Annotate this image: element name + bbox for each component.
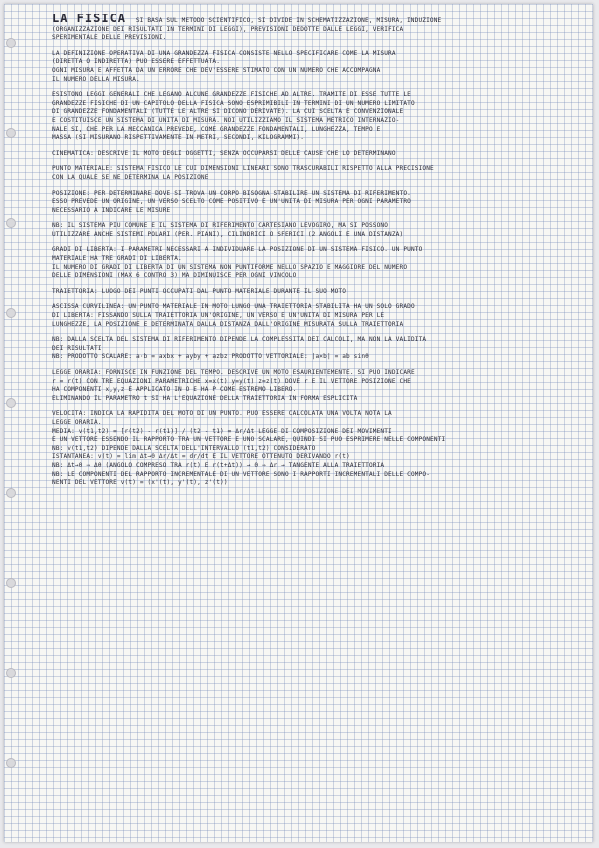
- note-line: NECESSARIO A INDICARE LE MISURE: [52, 206, 171, 214]
- binder-hole: [6, 488, 16, 498]
- note-line: OGNI MISURA E AFFETTA DA UN ERRORE CHE DEV'ESSERE STIMATO CON UN NUMERO CHE ACCOMPAGNA: [52, 66, 381, 74]
- note-line: NB: PRODOTTO SCALARE: a·b = axbx + ayby + azbz PRODOTTO VETTORIALE: |a×b| = ab sinθ: [52, 353, 369, 361]
- note-line: LUNGHEZZE, LA POSIZIONE E DETERMINATA DALLA DISTANZA DALL'ORIGINE MISURATA SULLA TRAIETTORIA: [52, 320, 404, 328]
- binder-hole: [6, 308, 16, 318]
- note-block: [52, 222, 586, 239]
- note-line: GRANDEZZE FISICHE DI UN CAPITOLO DELLA FISICA SONO ESPRIMIBILI IN TERMINI DI UN NUMERO LIMITATO: [52, 99, 415, 107]
- binder-hole: [6, 38, 16, 48]
- note-line: GRADI DI LIBERTA: I PARAMETRI NECESSARI A INDIVIDUARE LA POSIZIONE DI UN SISTEMA FISICO. UN PUNTO: [52, 246, 423, 254]
- note-block: [52, 91, 586, 143]
- binder-hole: [6, 128, 16, 138]
- note-line: E UN VETTORE ESSENDO IL RAPPORTO TRA UN VETTORE E UNO SCALARE, QUINDI SI PUO ESPRIMERE NELLE COMPONENTI: [52, 436, 446, 444]
- note-line: DI LIBERTA: FISSANDO SULLA TRAIETTORIA UN'ORIGINE, UN VERSO E UN'UNITA DI MISURA PER LE: [52, 312, 385, 320]
- note-line: NB: v(t1,t2) DIPENDE DALLA SCELTA DELL'INTERVALLO (t1,t2) CONSIDERATO: [52, 444, 316, 452]
- note-line: PUNTO MATERIALE: SISTEMA FISICO LE CUI DIMENSIONI LINEARI SONO TRASCURABILI RISPETTO ALLA PRECISIONE: [52, 165, 434, 173]
- note-block: [52, 150, 586, 159]
- note-line: NB: Δt→0 ⇒ Δθ (ANGOLO COMPRESO TRA r(t) E r(t+Δt)) → 0 ⇒ Δr → TANGENTE ALLA TRAIETTORIA: [52, 461, 385, 469]
- note-line: IL NUMERO DELLA MISURA.: [52, 75, 140, 83]
- note-line: (ORGANIZZAZIONE DEI RISULTATI IN TERMINI DI LEGGI), PREVISIONI DEDOTTE DALLE LEGGI, VERIFICA: [52, 25, 404, 33]
- note-line: DI GRANDEZZE FONDAMENTALI (TUTTE LE ALTRE SI DICONO DERIVATE). LA CUI SCELTA E CONVENZIONALE: [52, 108, 404, 116]
- note-line: NENTI DEL VETTORE v(t) = (x'(t), y'(t), z'(t)): [52, 479, 228, 487]
- handwritten-notes: [52, 14, 586, 495]
- note-block: [52, 246, 586, 280]
- note-line: UTILIZZARE ANCHE SISTEMI POLARI (PER. PIANI), CILINDRICI O SFERICI (2 ANGOLI E UNA DISTANZA): [52, 230, 404, 238]
- binder-hole: [6, 398, 16, 408]
- note-line: ELIMINANDO IL PARAMETRO t SI HA L'EQUAZIONE DELLA TRAIETTORIA IN FORMA ESPLICITA: [52, 394, 358, 402]
- note-line: IL NUMERO DI GRADI DI LIBERTA DI UN SISTEMA NON PUNTIFORME NELLO SPAZIO E MAGGIORE DEL NUMERO: [52, 263, 408, 271]
- note-line: MASSA (SI MISURANO RISPETTIVAMENTE IN METRI, SECONDI, KILOGRAMMI).: [52, 134, 305, 142]
- note-line: NB: LE COMPONENTI DEL RAPPORTO INCREMENTALE DI UN VETTORE SONO I RAPPORTI INCREMENTALI DELLE COMPO-: [52, 470, 431, 478]
- note-line: ESSO PREVEDE UN ORIGINE, UN VERSO SCELTO COME POSITIVO E UN'UNITA DI MISURA PER OGNI PARAMETRO: [52, 198, 411, 206]
- note-line: NALE SI, CHE PER LA MECCANICA PREVEDE, COME GRANDEZZE FONDAMENTALI, LUNGHEZZA, TEMPO E: [52, 125, 381, 133]
- note-line: LEGGE ORARIA: FORNISCE IN FUNZIONE DEL TEMPO. DESCRIVE UN MOTO ESAURIENTEMENTE. SI PUO INDICARE: [52, 369, 415, 376]
- note-block: [52, 288, 586, 297]
- note-line: LA DEFINIZIONE OPERATIVA DI UNA GRANDEZZA FISICA CONSISTE NELLO SPECIFICARE COME LA MISURA: [52, 49, 396, 57]
- note-block: [52, 165, 586, 182]
- notebook-page: [4, 4, 593, 842]
- note-line: MATERIALE HA TRE GRADI DI LIBERTA.: [52, 255, 182, 263]
- note-block: [52, 26, 586, 43]
- note-line: SI BASA SUL METODO SCIENTIFICO, SI DIVIDE IN SCHEMATIZZAZIONE, MISURA, INDUZIONE: [135, 17, 442, 24]
- note-line: (DIRETTA O INDIRETTA) PUO ESSERE EFFETTUATA.: [52, 58, 221, 66]
- note-line: r = r(t) CON TRE EQUAZIONI PARAMETRICHE x=x(t) y=y(t) z=z(t) DOVE r E IL VETTORE POSIZIONE CHE: [52, 377, 411, 385]
- binder-hole: [6, 758, 16, 768]
- binder-hole: [6, 668, 16, 678]
- note-line: ISTANTANEA: v(t) = lim Δt→0 Δr/Δt = dr/dt E IL VETTORE OTTENUTO DERIVANDO r(t): [52, 453, 350, 461]
- note-block: [52, 410, 586, 487]
- note-line: MEDIA: v(t1,t2) = [r(t2) - r(t1)] / (t2 - t1) = Δr/Δt LEGGE DI COMPOSIZIONE DEI MOVIMENTI: [52, 427, 392, 435]
- note-line: CON LA QUALE SE NE DETERMINA LA POSIZIONE: [52, 173, 209, 181]
- note-line: HA COMPONENTI x,y,z E APPLICATO IN O E HA P COME ESTREMO LIBERO.: [52, 386, 297, 394]
- note-line: SPERIMENTALE DELLE PREVISIONI.: [52, 34, 167, 42]
- binder-hole: [6, 578, 16, 588]
- note-title-line: [52, 14, 586, 26]
- binder-hole: [6, 218, 16, 228]
- note-line: ASCISSA CURVILINEA: UN PUNTO MATERIALE IN MOTO LUNGO UNA TRAIETTORIA STABILITA HA UN SOLO GRADO: [52, 303, 415, 311]
- note-line: CINEMATICA: DESCRIVE IL MOTO DEGLI OGGETTI, SENZA OCCUPARSI DELLE CAUSE CHE LO DETERMINANO: [52, 149, 396, 157]
- note-line: LEGGE ORARIA.: [52, 418, 102, 426]
- note-block: [52, 190, 586, 216]
- note-block: [52, 50, 586, 84]
- note-line: E COSTITUISCE UN SISTEMA DI UNITA DI MISURA. NOI UTILIZZIAMO IL SISTEMA METRICO INTERNAZIO-: [52, 116, 400, 124]
- note-line: DELLE DIMENSIONI (MAX 6 CONTRO 3) MA DIMINUISCE PER OGNI VINCOLO: [52, 272, 297, 280]
- note-block: [52, 336, 586, 362]
- note-line: ESISTONO LEGGI GENERALI CHE LEGANO ALCUNE GRANDEZZE FISICHE AD ALTRE. TRAMITE DI ESSE TUTTE LE: [52, 91, 411, 99]
- note-line: NB: DALLA SCELTA DEL SISTEMA DI RIFERIMENTO DIPENDE LA COMPLESSITA DEI CALCOLI, MA NON LA VALIDITA: [52, 336, 427, 344]
- note-line: VELOCITA: INDICA LA RAPIDITA DEL MOTO DI UN PUNTO. PUO ESSERE CALCOLATA UNA VOLTA NOTA LA: [52, 410, 392, 418]
- note-line: POSIZIONE: PER DETERMINARE DOVE SI TROVA UN CORPO BISOGNA STABILIRE UN SISTEMA DI RIFERIMENTO.: [52, 189, 411, 197]
- note-block: [52, 369, 586, 403]
- note-line: TRAIETTORIA: LUOGO DEI PUNTI OCCUPATI DAL PUNTO MATERIALE DURANTE IL SUO MOTO: [52, 287, 347, 295]
- note-line: NB: IL SISTEMA PIU COMUNE E IL SISTEMA DI RIFERIMENTO CARTESIANO LEVOGIRO, MA SI POSSONO: [52, 222, 389, 230]
- note-line: DEI RISULTATI: [52, 344, 102, 352]
- page-title: LA FISICA: [52, 14, 127, 25]
- note-block: [52, 303, 586, 329]
